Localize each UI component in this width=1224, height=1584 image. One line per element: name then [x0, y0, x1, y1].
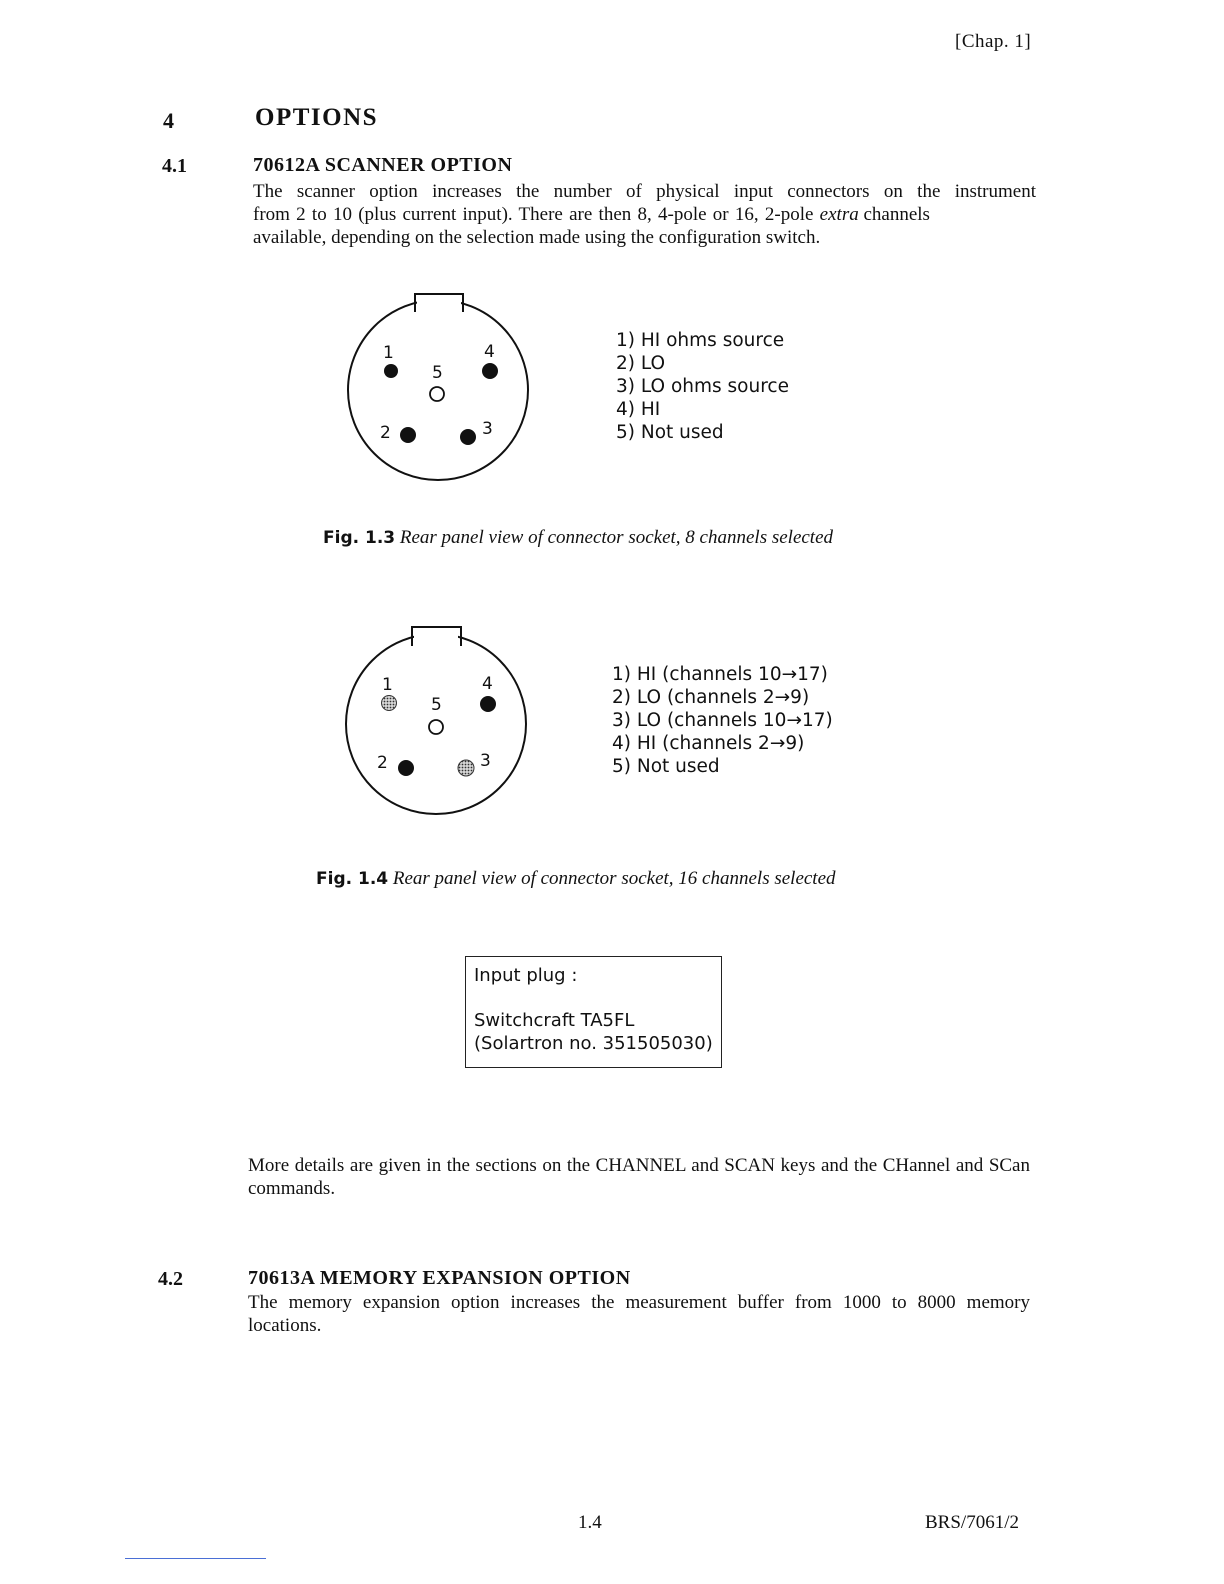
figure-caption-text: Rear panel view of connector socket, 8 channels selected [399, 527, 834, 548]
figure-label: Fig. 1.3 [323, 528, 396, 548]
paragraph-text: from 2 to 10 (plus current input). There are then 8, 4-pole or 16, 2-pole [253, 204, 820, 225]
paragraph-text: channels [858, 204, 930, 225]
paragraph-line: available, depending on the selection made using the configuration switch. [253, 227, 821, 248]
paragraph-line: The scanner option increases the number of physical input connectors on the instrument [253, 181, 1036, 202]
pin-4 [482, 363, 498, 379]
pin-assignment-list-8ch [616, 329, 789, 444]
more-details-paragraph: More details are given in the sections on the CHANNEL and SCAN keys and the CHannel and SCan commands. [248, 1155, 1030, 1199]
chapter-reference: [Chap. 1] [955, 31, 1032, 52]
input-plug-title: Input plug : [474, 965, 578, 986]
pin-3-label: 3 [482, 419, 493, 439]
figure-caption-text: Rear panel view of connector socket, 16 channels selected [392, 868, 836, 889]
pin-assignment-list-16ch [612, 663, 833, 778]
input-plug-box [465, 956, 722, 1068]
footer-rule [125, 1558, 266, 1559]
subsection-number: 4.1 [162, 155, 187, 177]
pin-3 [460, 429, 476, 445]
connector-socket-diagram-8ch [340, 290, 540, 490]
pin-1-label: 1 [383, 343, 394, 363]
pin-assignment: 5) Not used [616, 422, 724, 443]
pin-2-label: 2 [380, 423, 391, 443]
emphasis-text: extra [819, 204, 859, 225]
figure-caption [316, 868, 836, 890]
pin-5-label: 5 [432, 363, 443, 383]
pin-assignment: 3) LO (channels 10→17) [612, 710, 833, 731]
input-plug-part-number: (Solartron no. 351505030) [474, 1033, 713, 1054]
page-number: 1.4 [578, 1512, 602, 1533]
subsection-title: 70613A MEMORY EXPANSION OPTION [248, 1267, 631, 1289]
pin-assignment: 4) HI [616, 399, 661, 420]
pin-2-label: 2 [377, 753, 388, 773]
socket-outline [346, 634, 526, 814]
pin-assignment: 1) HI ohms source [616, 330, 785, 351]
pin-assignment: 4) HI (channels 2→9) [612, 733, 805, 754]
pin-2 [400, 427, 416, 443]
pin-1-label: 1 [382, 675, 393, 695]
figure-caption [323, 527, 833, 549]
figure-label: Fig. 1.4 [316, 869, 389, 889]
pin-2 [398, 760, 414, 776]
pin-1 [384, 364, 398, 378]
pin-4-label: 4 [484, 342, 495, 362]
section-number: 4 [163, 108, 174, 133]
subsection-number: 4.2 [158, 1268, 183, 1290]
pin-assignment: 5) Not used [612, 756, 720, 777]
scanner-option-paragraph [253, 180, 1036, 249]
subsection-title: 70612A SCANNER OPTION [253, 154, 513, 176]
memory-option-paragraph: The memory expansion option increases the measurement buffer from 1000 to 8000 memory locations. [248, 1292, 1030, 1336]
paragraph-line [253, 203, 1036, 226]
pin-4-label: 4 [482, 674, 493, 694]
pin-assignment: 3) LO ohms source [616, 376, 789, 397]
pin-5-label: 5 [431, 695, 442, 715]
socket-outline [348, 300, 528, 480]
pin-3 [458, 760, 474, 776]
input-plug-model: Switchcraft TA5FL [474, 1010, 635, 1031]
pin-assignment: 2) LO [616, 353, 666, 374]
document-code: BRS/7061/2 [925, 1512, 1019, 1533]
connector-socket-diagram-16ch [338, 622, 538, 822]
pin-4 [480, 696, 496, 712]
section-title: OPTIONS [255, 104, 379, 131]
pin-3-label: 3 [480, 751, 491, 771]
pin-assignment: 1) HI (channels 10→17) [612, 664, 828, 685]
pin-assignment: 2) LO (channels 2→9) [612, 687, 810, 708]
pin-1 [382, 696, 397, 711]
